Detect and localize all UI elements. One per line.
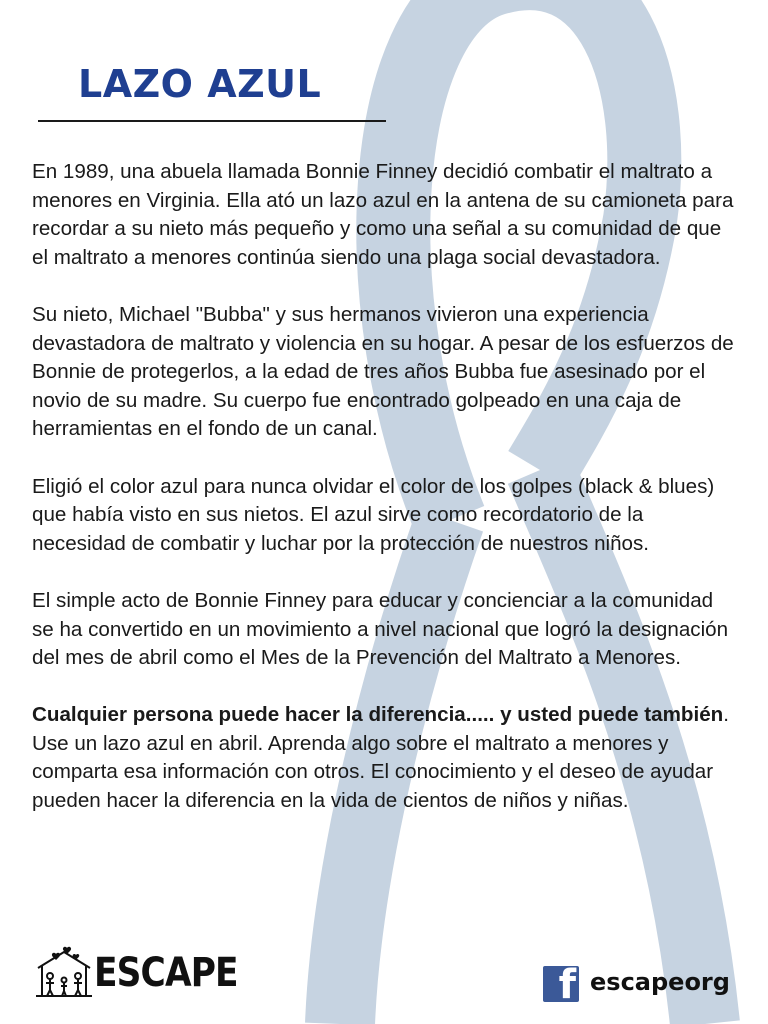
call-to-action-rest: . Use un lazo azul en abril. Aprenda algo sobre el maltrato a menores y comparta esa información con otros. El conocimiento y el deseo de ayudar pueden hacer la diferencia en la vida de cientos de niños y niñas. [32,703,729,813]
paragraph-call-to-action [32,701,738,815]
facebook-handle: escapeorg [590,968,730,996]
facebook-icon: f [543,966,579,1002]
page-title: LAZO AZUL [78,62,322,106]
escape-logo [34,946,244,1002]
article-body [32,158,738,816]
paragraph-movement: El simple acto de Bonnie Finney para educar y concienciar a la comunidad se ha convertido en un movimiento a nivel nacional que logró la designación del mes de abril como el Mes de la Prevención del Maltrato a Menores. [32,588,729,670]
call-to-action-bold: Cualquier persona puede hacer la diferencia..... y usted puede también [32,703,724,727]
escape-wordmark: ESCAPE [94,950,238,996]
title-underline [38,120,386,122]
paragraph-color: Eligió el color azul para nunca olvidar el color de los golpes (black & blues) que había visto en sus nietos. El azul sirve como recordatorio de la necesidad de combatir y luchar por la protección de nuestros niños. [32,474,715,555]
paragraph-origin: En 1989, una abuela llamada Bonnie Finney decidió combatir el maltrato a menores en Virginia. Ella ató un lazo azul en la antena de su camioneta para recordar a su nieto más pequeño y como una señal a su comunidad de que el maltrato a menores continúa siendo una plaga social devastadora. [32,160,734,269]
house-family-hearts-icon [34,946,94,1000]
paragraph-bubba: Su nieto, Michael "Bubba" y sus hermanos vivieron una experiencia devastadora de maltrato y violencia en su hogar. A pesar de los esfuerzos de Bonnie de protegerlos, a la edad de tres años Bubba fue asesinado por el novio de su madre. Su cuerpo fue encontrado golpeado en una caja de herramientas en el fondo de un canal. [32,302,734,441]
